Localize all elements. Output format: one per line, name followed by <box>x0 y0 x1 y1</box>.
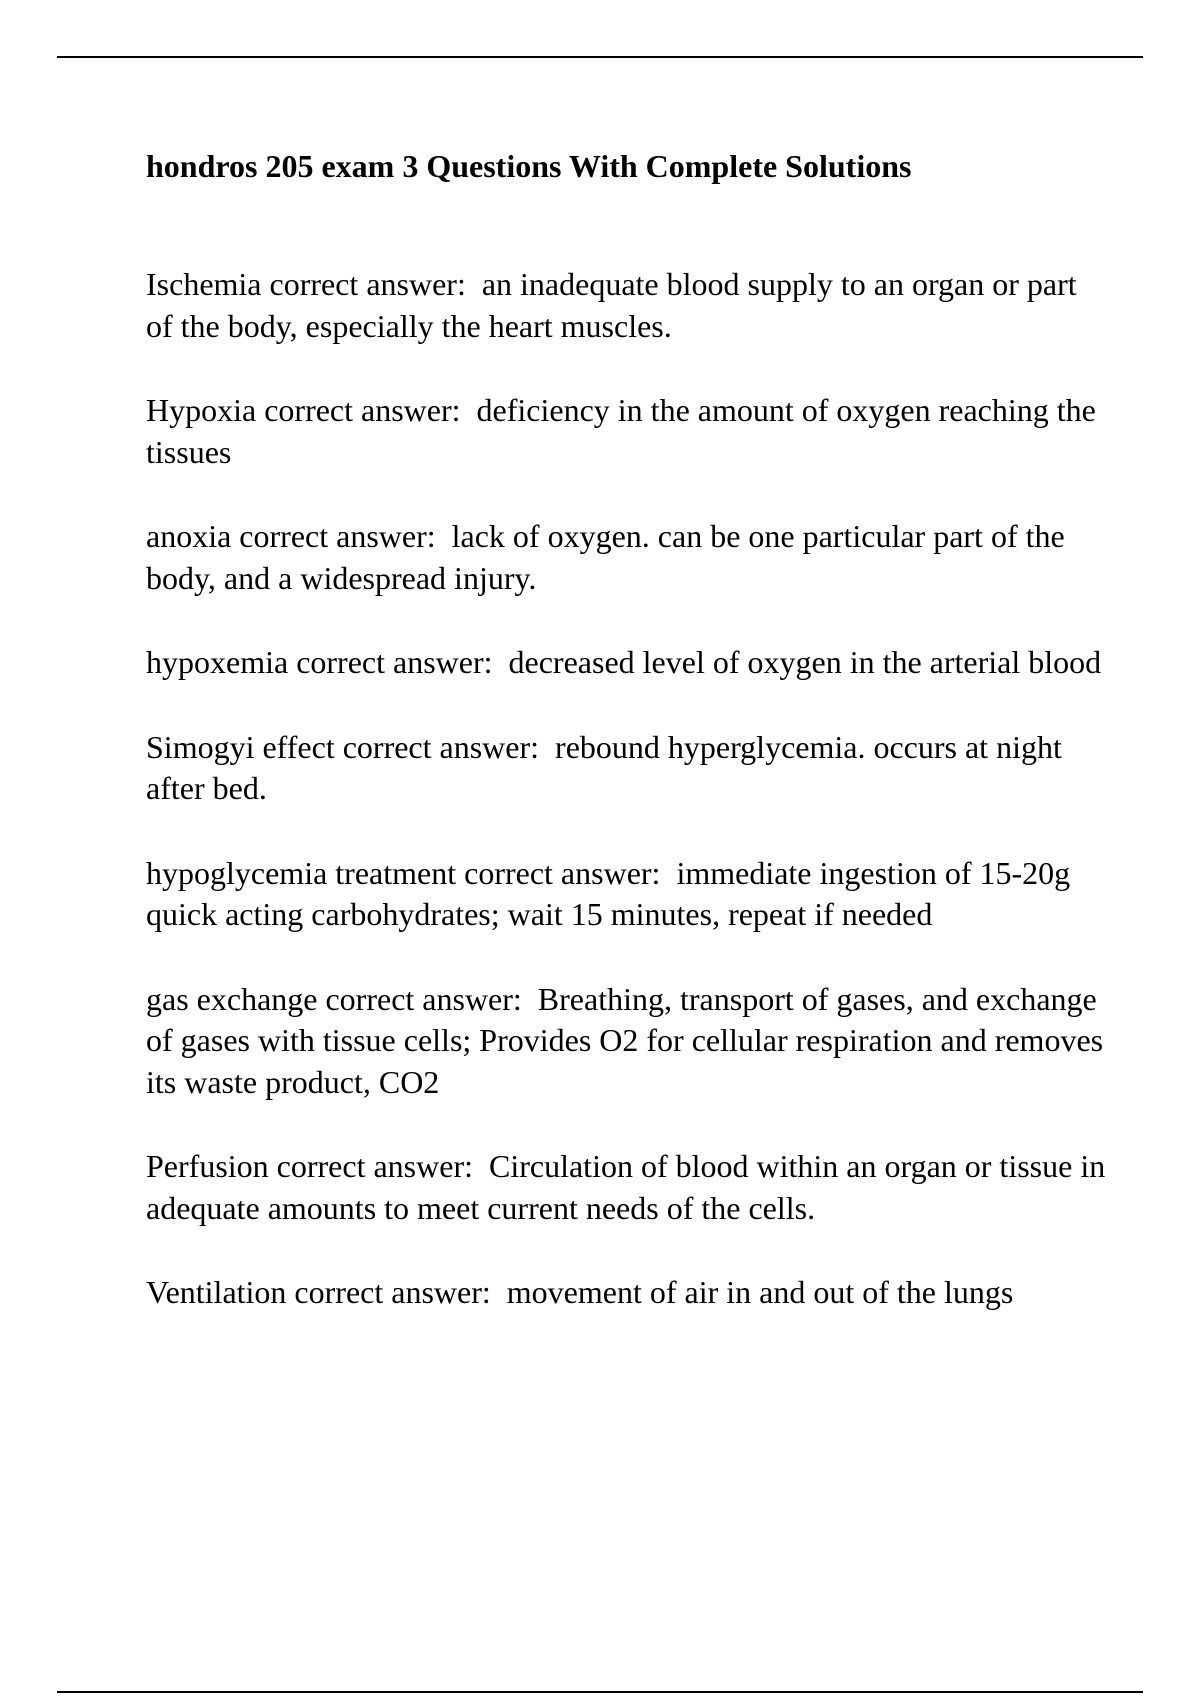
qa-entry-hypoglycemia-treatment <box>146 853 1106 936</box>
qa-entry-ischemia <box>146 264 1106 347</box>
qa-entry-anoxia <box>146 516 1106 599</box>
qa-entry-simogyi-effect <box>146 727 1106 810</box>
entry-answer: immediate ingestion of 15-20g quick acting carbohydrates; wait 15 minutes, repeat if needed <box>146 854 1071 932</box>
entry-term: Simogyi effect <box>146 728 335 765</box>
entry-term: hypoxemia <box>146 644 289 680</box>
qa-entry-hypoxia <box>146 390 1106 473</box>
entry-separator: correct answer: <box>288 644 509 680</box>
entry-separator: correct answer: <box>286 1274 507 1310</box>
document-body <box>146 145 1146 1357</box>
entry-term: gas exchange <box>146 980 318 1017</box>
entry-answer: rebound hyperglycemia. occurs at night after bed. <box>146 728 1062 806</box>
entry-term: anoxia <box>146 518 232 554</box>
entry-answer: deficiency in the amount of oxygen reaching the tissues <box>146 392 1096 470</box>
top-divider <box>57 56 1143 58</box>
qa-entry-gas-exchange <box>146 979 1106 1104</box>
entry-separator: correct answer: <box>231 518 452 554</box>
entry-term: Perfusion <box>146 1148 269 1184</box>
document-title: hondros 205 exam 3 Questions With Complete Solutions <box>146 148 912 184</box>
entry-separator: correct answer: <box>256 392 477 428</box>
entry-term: Ventilation <box>146 1274 287 1310</box>
entry-answer: movement of air in and out of the lungs <box>506 1274 1014 1310</box>
entry-separator: correct answer: <box>456 854 677 891</box>
entry-answer: an inadequate blood supply to an organ or part of the body, especially the heart muscles. <box>146 266 1077 344</box>
qa-entry-perfusion <box>146 1146 1106 1229</box>
entry-separator: correct answer: <box>334 728 556 765</box>
qa-entry-hypoxemia <box>146 642 1106 684</box>
entry-answer: decreased level of oxygen in the arterial blood <box>508 644 1102 680</box>
bottom-divider <box>57 1691 1143 1693</box>
entry-answer: lack of oxygen. can be one particular part of the body, and a widespread injury. <box>146 518 1065 596</box>
qa-entry-ventilation <box>146 1272 1106 1314</box>
entry-separator: correct answer: <box>261 266 482 302</box>
entry-answer: Breathing, transport of gases, and exchange of gases with tissue cells; Provides O2 for cellular respiration and removes its waste product, CO2 <box>146 980 1104 1100</box>
entry-term: hypoglycemia treatment <box>146 854 457 891</box>
entry-term: Hypoxia <box>146 392 257 428</box>
entry-term: Ischemia <box>146 266 262 302</box>
entry-separator: correct answer: <box>268 1148 489 1184</box>
entry-separator: correct answer: <box>317 980 538 1017</box>
entry-answer: Circulation of blood within an organ or tissue in adequate amounts to meet current needs of the cells. <box>146 1148 1106 1226</box>
